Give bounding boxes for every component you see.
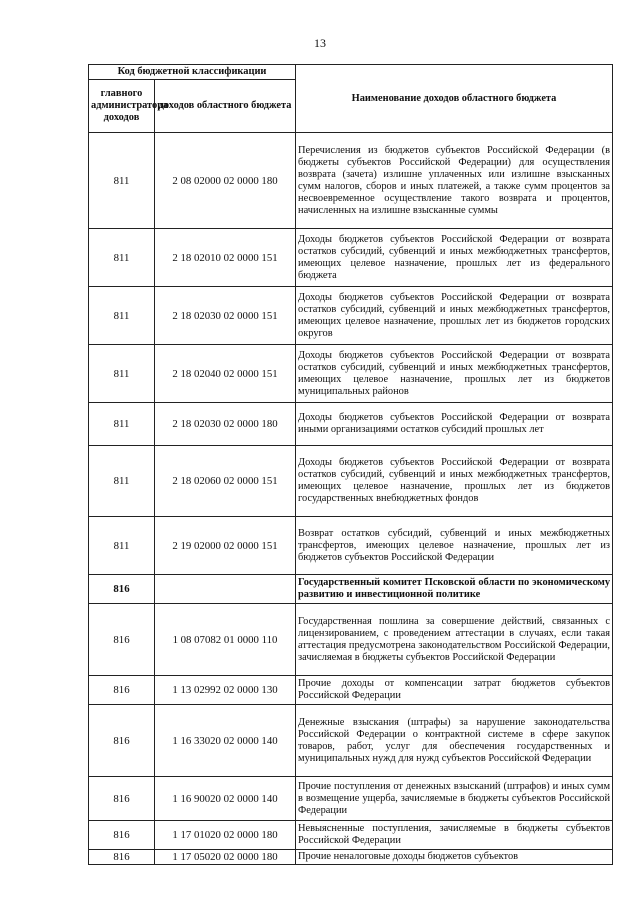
description-cell: Доходы бюджетов субъектов Российской Федерации от возврата остатков субсидий, субвенций и иных межбюджетных трансфертов, имеющих целевое назначение, прошлых лет из бюджетов городских округов <box>296 287 613 345</box>
description-cell: Прочие доходы от компенсации затрат бюджетов субъектов Российской Федерации <box>296 676 613 705</box>
admin-cell: 811 <box>89 287 155 345</box>
description-cell: Государственная пошлина за совершение действий, связанных с лицензированием, с проведением аттестации в случаях, если такая аттестация предусмотрена законодательством Российской Федерации, зачисляемая в бюджеты субъектов Российской Федерации <box>296 604 613 676</box>
description-cell: Доходы бюджетов субъектов Российской Федерации от возврата остатков субсидий, субвенций и иных межбюджетных трансфертов, имеющих целевое назначение, прошлых лет из бюджетов государственных внебюджетных фондов <box>296 446 613 517</box>
code-cell: 2 18 02030 02 0000 151 <box>155 287 296 345</box>
admin-cell: 816 <box>89 821 155 850</box>
code-cell: 1 13 02992 02 0000 130 <box>155 676 296 705</box>
admin-cell: 816 <box>89 850 155 865</box>
admin-cell: 816 <box>89 575 155 604</box>
admin-cell: 811 <box>89 517 155 575</box>
code-cell: 2 18 02040 02 0000 151 <box>155 345 296 403</box>
description-cell: Денежные взыскания (штрафы) за нарушение законодательства Российской Федерации о контрактной системе в сфере закупок товаров, работ, услуг для обеспечения государственных и муниципальных нужд для нужд субъектов Российской Федерации <box>296 705 613 777</box>
table-row <box>89 517 613 575</box>
table-row <box>89 821 613 850</box>
description-cell: Перечисления из бюджетов субъектов Российской Федерации (в бюджеты субъектов Российской Федерации) для осуществления возврата (зачета) излишне уплаченных или излишне взысканных сумм налогов, сборов и иных платежей, а также сумм процентов за несвоевременное осуществление такого возврата и процентов, начисленных на излишне взысканные суммы <box>296 133 613 229</box>
description-cell: Государственный комитет Псковской области по экономическому развитию и инвестиционной политике <box>296 575 613 604</box>
description-cell: Доходы бюджетов субъектов Российской Федерации от возврата остатков субсидий, субвенций и иных межбюджетных трансфертов, имеющих целевое назначение, прошлых лет из бюджетов муниципальных районов <box>296 345 613 403</box>
admin-cell: 811 <box>89 345 155 403</box>
admin-cell: 816 <box>89 705 155 777</box>
budget-classification-table <box>88 64 613 865</box>
admin-cell: 811 <box>89 446 155 517</box>
code-cell: 1 16 90020 02 0000 140 <box>155 777 296 821</box>
admin-cell: 811 <box>89 133 155 229</box>
admin-cell: 816 <box>89 777 155 821</box>
admin-cell: 816 <box>89 604 155 676</box>
header-group: Код бюджетной классификации <box>89 65 296 80</box>
description-cell: Прочие неналоговые доходы бюджетов субъектов <box>296 850 613 865</box>
code-cell: 1 17 05020 02 0000 180 <box>155 850 296 865</box>
table-row <box>89 850 613 865</box>
header-name: Наименование доходов областного бюджета <box>296 65 613 133</box>
table-row <box>89 676 613 705</box>
table-row <box>89 133 613 229</box>
code-cell: 2 19 02000 02 0000 151 <box>155 517 296 575</box>
code-cell: 2 08 02000 02 0000 180 <box>155 133 296 229</box>
description-cell: Прочие поступления от денежных взысканий (штрафов) и иных сумм в возмещение ущерба, зачисляемые в бюджеты субъектов Российской Федерации <box>296 777 613 821</box>
admin-cell: 811 <box>89 229 155 287</box>
description-cell: Невыясненные поступления, зачисляемые в бюджеты субъектов Российской Федерации <box>296 821 613 850</box>
table-row <box>89 403 613 446</box>
table-row <box>89 705 613 777</box>
code-cell: 2 18 02060 02 0000 151 <box>155 446 296 517</box>
code-cell: 2 18 02030 02 0000 180 <box>155 403 296 446</box>
admin-cell: 811 <box>89 403 155 446</box>
table-row <box>89 287 613 345</box>
description-cell: Доходы бюджетов субъектов Российской Федерации от возврата иными организациями остатков субсидий прошлых лет <box>296 403 613 446</box>
table-row <box>89 777 613 821</box>
table-row <box>89 229 613 287</box>
code-cell: 1 17 01020 02 0000 180 <box>155 821 296 850</box>
description-cell: Возврат остатков субсидий, субвенций и иных межбюджетных трансфертов, имеющих целевое назначение, прошлых лет из бюджетов субъектов Российской Федерации <box>296 517 613 575</box>
description-cell: Доходы бюджетов субъектов Российской Федерации от возврата остатков субсидий, субвенций и иных межбюджетных трансфертов, имеющих целевое назначение, прошлых лет из федерального бюджета <box>296 229 613 287</box>
page-number: 13 <box>314 36 326 50</box>
table-row <box>89 575 613 604</box>
code-cell <box>155 575 296 604</box>
table-row <box>89 604 613 676</box>
admin-cell: 816 <box>89 676 155 705</box>
header-admin: главного администратора доходов <box>89 80 155 133</box>
code-cell: 1 08 07082 01 0000 110 <box>155 604 296 676</box>
table-body <box>89 133 613 865</box>
table-row <box>89 345 613 403</box>
header-code: доходов областного бюджета <box>155 80 296 133</box>
code-cell: 2 18 02010 02 0000 151 <box>155 229 296 287</box>
table-row <box>89 446 613 517</box>
code-cell: 1 16 33020 02 0000 140 <box>155 705 296 777</box>
